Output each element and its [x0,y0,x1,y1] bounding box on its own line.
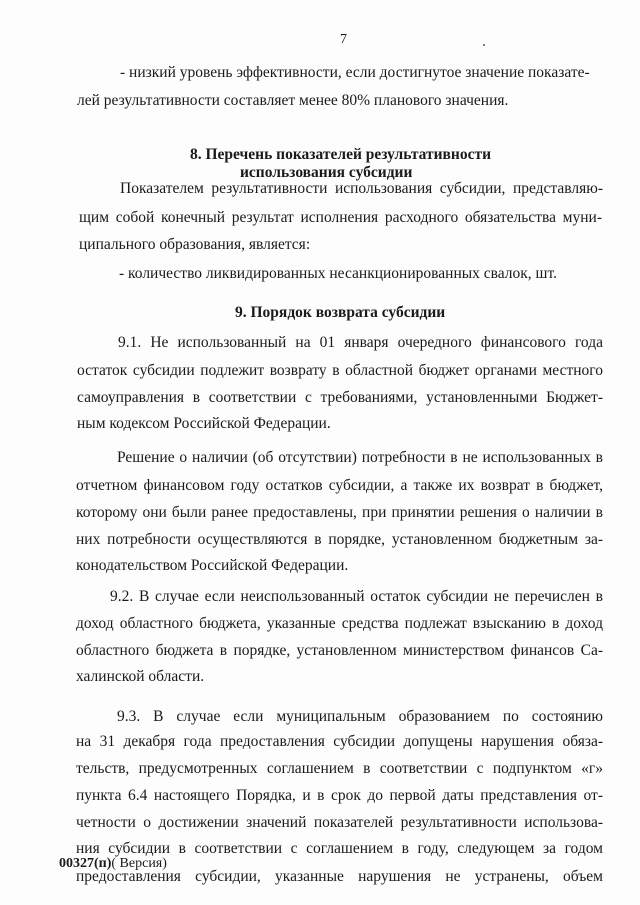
text-line: 9.1. Не использованный на 01 января очередного финансового года [118,334,603,351]
text-line: ципального образования, является: [79,236,311,253]
text-line: - количество ликвидированных несанкционированных свалок, шт. [119,265,557,282]
text-line: пункта 6.4 настоящего Порядка, и в срок до первой даты представления от- [76,787,603,804]
text-line: 9.3. В случае если муниципальным образованием по состоянию [117,708,603,725]
document-footer [59,856,167,872]
scan-speck [483,44,485,46]
text-line: 9.2. В случае если неиспользованный остаток субсидии не перечислен в [110,588,603,605]
text-line: лей результативности составляет менее 80% планового значения. [77,92,509,109]
text-line: халинской области. [76,668,205,685]
text-line: них потребности осуществляются в порядке, установленном бюджетным за- [76,531,603,548]
text-line: предоставления субсидии, указанные нарушения не устранены, объем [76,868,603,885]
text-line: на 31 декабря года предоставления субсидии допущены нарушения обяза- [76,733,603,750]
text-line: самоуправления в соответствии с требованиями, установленными Бюджет- [77,389,603,406]
text-line: остаток субсидии подлежит возврату в областной бюджет органами местного [77,362,603,379]
text-line: щим собой конечный результат исполнения расходного обязательства муни- [79,209,602,226]
text-line: Решение о наличии (об отсутствии) потребности в не использованных в [117,449,603,466]
text-line: тельств, предусмотренных соглашением в соответствии с подпунктом «г» [76,760,603,777]
section-heading: 9. Порядок возврата субсидии [235,304,446,321]
text-line: которому они были ранее предоставлены, при принятии решения о наличии в [76,504,603,521]
section-heading: использования субсидии [240,164,413,181]
footer-code: 00327(п) [59,856,112,871]
text-line: конодательством Российской Федерации. [76,557,349,574]
page-number: 7 [340,32,347,47]
text-line: - низкий уровень эффективности, если достигнутое значение показате- [120,64,590,81]
section-heading: 8. Перечень показателей результативности [190,146,491,163]
text-line: ным кодексом Российской Федерации. [77,415,331,432]
text-line: ния субсидии в соответствии с соглашением в году, следующем за годом [76,840,603,857]
text-line: четности о достижении значений показателей результативности использова- [76,814,603,831]
text-line: доход областного бюджета, указанные средства подлежат взысканию в доход [76,615,603,632]
footer-version: ( Версия) [111,856,167,871]
text-line: отчетном финансовом году остатков субсидии, а также их возврат в бюджет, [76,477,603,494]
text-line: областного бюджета в порядке, установленном министерством финансов Са- [76,642,603,659]
text-line: Показателем результативности использования субсидии, представляю- [120,180,603,197]
